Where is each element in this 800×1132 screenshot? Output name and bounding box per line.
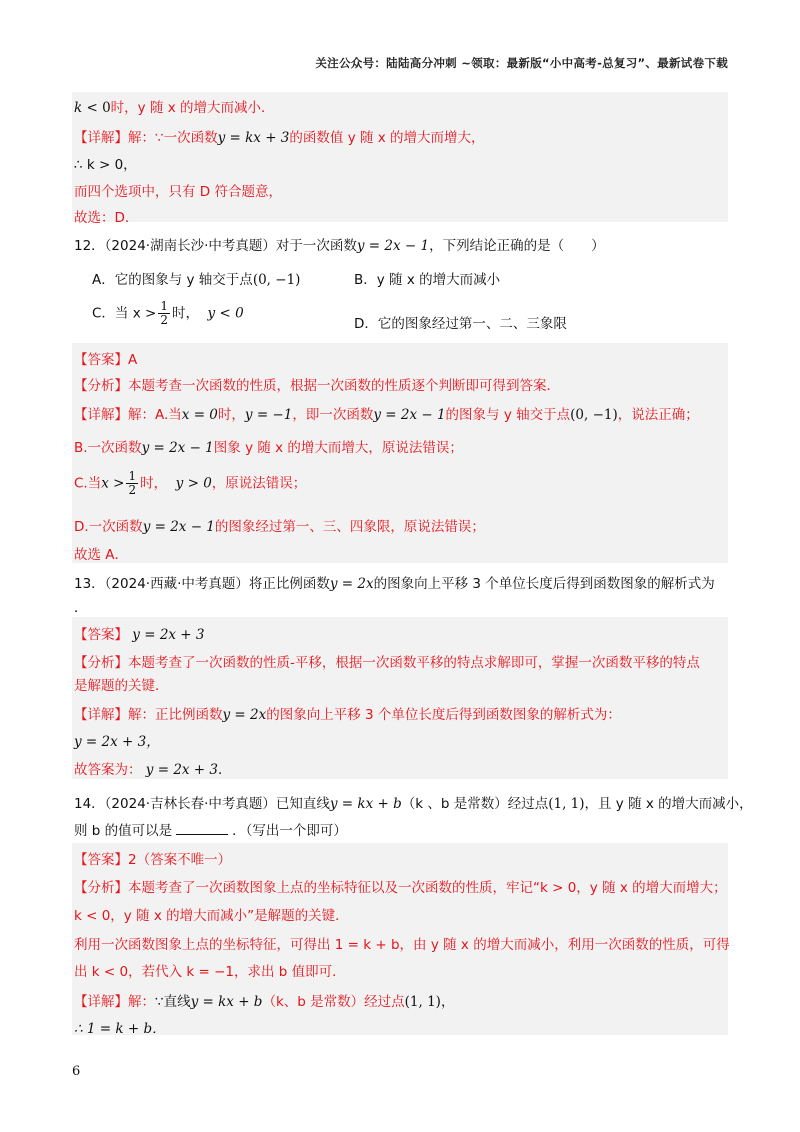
q14-analysis-1: 【分析】本题考查了一次函数图象上点的坐标特征以及一次函数的性质，牢记“k > 0，y 随 x 的增大而增大；	[74, 880, 727, 896]
q12-answer: 【答案】A	[74, 352, 138, 368]
question-13-stem: 13．（2024·西藏·中考真题）将正比例函数y = 2x的图象向上平移 3 个单位长度后得到函数图象的解析式为	[74, 576, 715, 592]
q12-option-c: C．当 x > $\frac{1}{2}$ 时， y < 0	[92, 299, 244, 327]
q14-analysis-4: 出 k < 0，若代入 k = −1，求出 b 值即可．	[74, 964, 346, 980]
q12-detail-a: 【详解】解：A.当x = 0时，y = −1，即一次函数y = 2x − 1的图象与 y 轴交于点(0, −1)，说法正确；	[74, 407, 699, 423]
q12-final: 故选 A．	[74, 547, 129, 563]
top-line-2: 【详解】解：∵一次函数y = kx + 3的函数值 y 随 x 的增大而增大，	[74, 130, 485, 146]
top-line-4: 而四个选项中，只有 D 符合题意，	[74, 184, 282, 200]
q12-detail-b: B.一次函数y = 2x − 1图象 y 随 x 的增大而增大，原说法错误；	[74, 440, 463, 456]
q12-option-a: A．它的图象与 y 轴交于点(0, −1)	[92, 272, 301, 288]
q13-detail-line2: y = 2x + 3，	[74, 734, 160, 750]
q14-analysis-2: k < 0，y 随 x 的增大而减小”是解题的关键．	[74, 908, 349, 924]
q12-detail-c: C.当x > $\frac{1}{2}$ 时， y > 0，原说法错误；	[74, 469, 307, 497]
page-header: 关注公众号：陆陆高分冲刺 ~领取：最新版“小中高考-总复习”、最新试卷下载	[315, 56, 728, 70]
q12-option-d: D．它的图象经过第一、二、三象限	[354, 316, 567, 332]
top-line-1: k < 0时，y 随 x 的增大而减小．	[74, 100, 275, 116]
top-line-5: 故选：D．	[74, 210, 139, 226]
question-13-stem-end: ．	[74, 600, 88, 616]
q12-analysis: 【分析】本题考查一次函数的性质，根据一次函数的性质逐个判断即可得到答案．	[74, 378, 560, 394]
question-14-stem-2: 则 b 的值可以是 ．（写出一个即可）	[74, 823, 347, 839]
q13-analysis-2: 是解题的关键．	[74, 678, 169, 694]
q12-option-b: B．y 随 x 的增大而减小	[354, 272, 501, 288]
q13-final: 故答案为： y = 2x + 3．	[74, 762, 232, 778]
page-number: 6	[72, 1064, 81, 1079]
q14-detail: 【详解】解：∵直线y = kx + b（k、b 是常数）经过点(1, 1)，	[74, 994, 455, 1010]
q13-answer: 【答案】 y = 2x + 3	[74, 627, 205, 643]
q14-analysis-3: 利用一次函数图象上点的坐标特征，可得出 1 = k + b，由 y 随 x 的增大而减小，利用一次函数的性质，可得	[74, 937, 730, 953]
answer-blank	[176, 822, 228, 835]
q14-answer: 【答案】2（答案不唯一）	[74, 852, 232, 868]
q14-detail-line2: ∴ 1 = k + b．	[74, 1021, 166, 1037]
top-line-3: ∴ k > 0，	[74, 157, 137, 173]
q13-detail: 【详解】解：正比例函数y = 2x的图象向上平移 3 个单位长度后得到函数图象的解析式为：	[74, 707, 621, 723]
q12-detail-d: D.一次函数y = 2x − 1的图象经过第一、三、四象限，原说法错误；	[74, 519, 485, 535]
q13-analysis-1: 【分析】本题考查了一次函数的性质-平移，根据一次函数平移的特点求解即可，掌握一次函数平移的特点	[74, 655, 700, 671]
question-14-stem: 14．（2024·吉林长春·中考真题）已知直线y = kx + b（k 、b 是常数）经过点(1, 1)，且 y 随 x 的增大而减小，	[74, 796, 753, 812]
question-12-stem: 12．（2024·湖南长沙·中考真题）对于一次函数y = 2x − 1，下列结论正确的是（ ）	[74, 238, 605, 254]
